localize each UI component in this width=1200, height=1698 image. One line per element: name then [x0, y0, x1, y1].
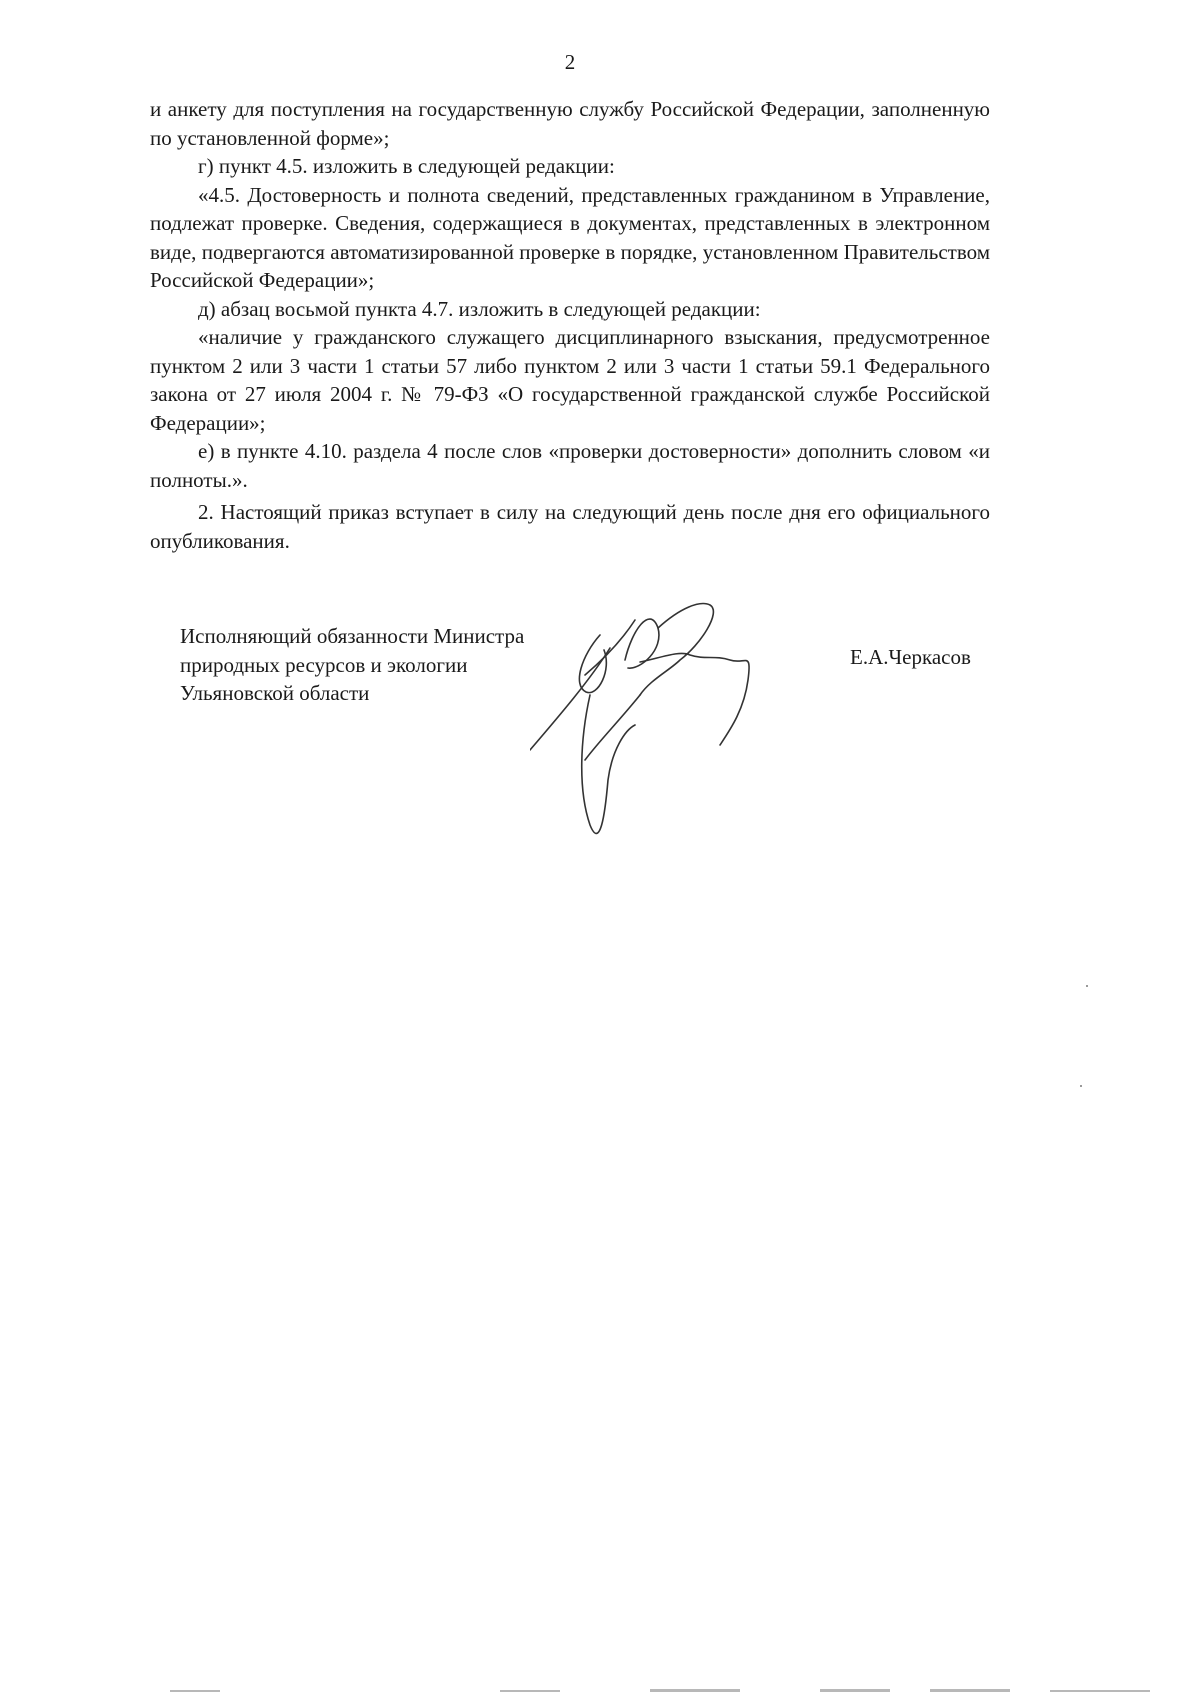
document-body — [150, 95, 990, 555]
scan-artifact — [1086, 985, 1088, 987]
paragraph: г) пункт 4.5. изложить в следующей редакции: — [198, 154, 615, 178]
paragraph: д) абзац восьмой пункта 4.7. изложить в следующей редакции: — [198, 296, 761, 321]
handwritten-signature — [530, 600, 800, 850]
signatory-position — [180, 622, 524, 708]
position-line: Исполняющий обязанности Министра — [180, 624, 525, 648]
paragraph: «4.5. Достоверность и полнота сведений, представленных гражданином в Управление, подлежат проверке. Сведения, содержащиеся в документах, представленных в электронном виде, подвергаются автоматизированной проверке в порядке, установленном Правительством Российской Федерации»; — [150, 182, 990, 292]
paragraph: 2. Настоящий приказ вступает в силу на следующий день после дня его официального опубликования. — [150, 500, 990, 553]
paragraph: е) в пункте 4.10. раздела 4 после слов «проверки достоверности» дополнить словом «и полноты.». — [150, 439, 990, 492]
paragraph: и анкету для поступления на государственную службу Российской Федерации, заполненную по установленной форме»; — [150, 97, 990, 150]
paragraph: «наличие у гражданского служащего дисциплинарного взыскания, предусмотренное пунктом 2 или 3 части 1 статьи 57 либо пунктом 2 или 3 части 1 статьи 59.1 Федерального закона от 27 июля 2004 г. № 79-ФЗ «О государственной гражданской службе Российской Федерации»; — [150, 325, 990, 435]
page-number: 2 — [564, 50, 576, 74]
scan-artifact-strip — [170, 1688, 1170, 1694]
position-line: природных ресурсов и экологии — [180, 652, 468, 677]
position-line: Ульяновской области — [180, 681, 370, 705]
scan-artifact — [1080, 1085, 1082, 1087]
signer-name: Е.А.Черкасов — [850, 645, 971, 669]
